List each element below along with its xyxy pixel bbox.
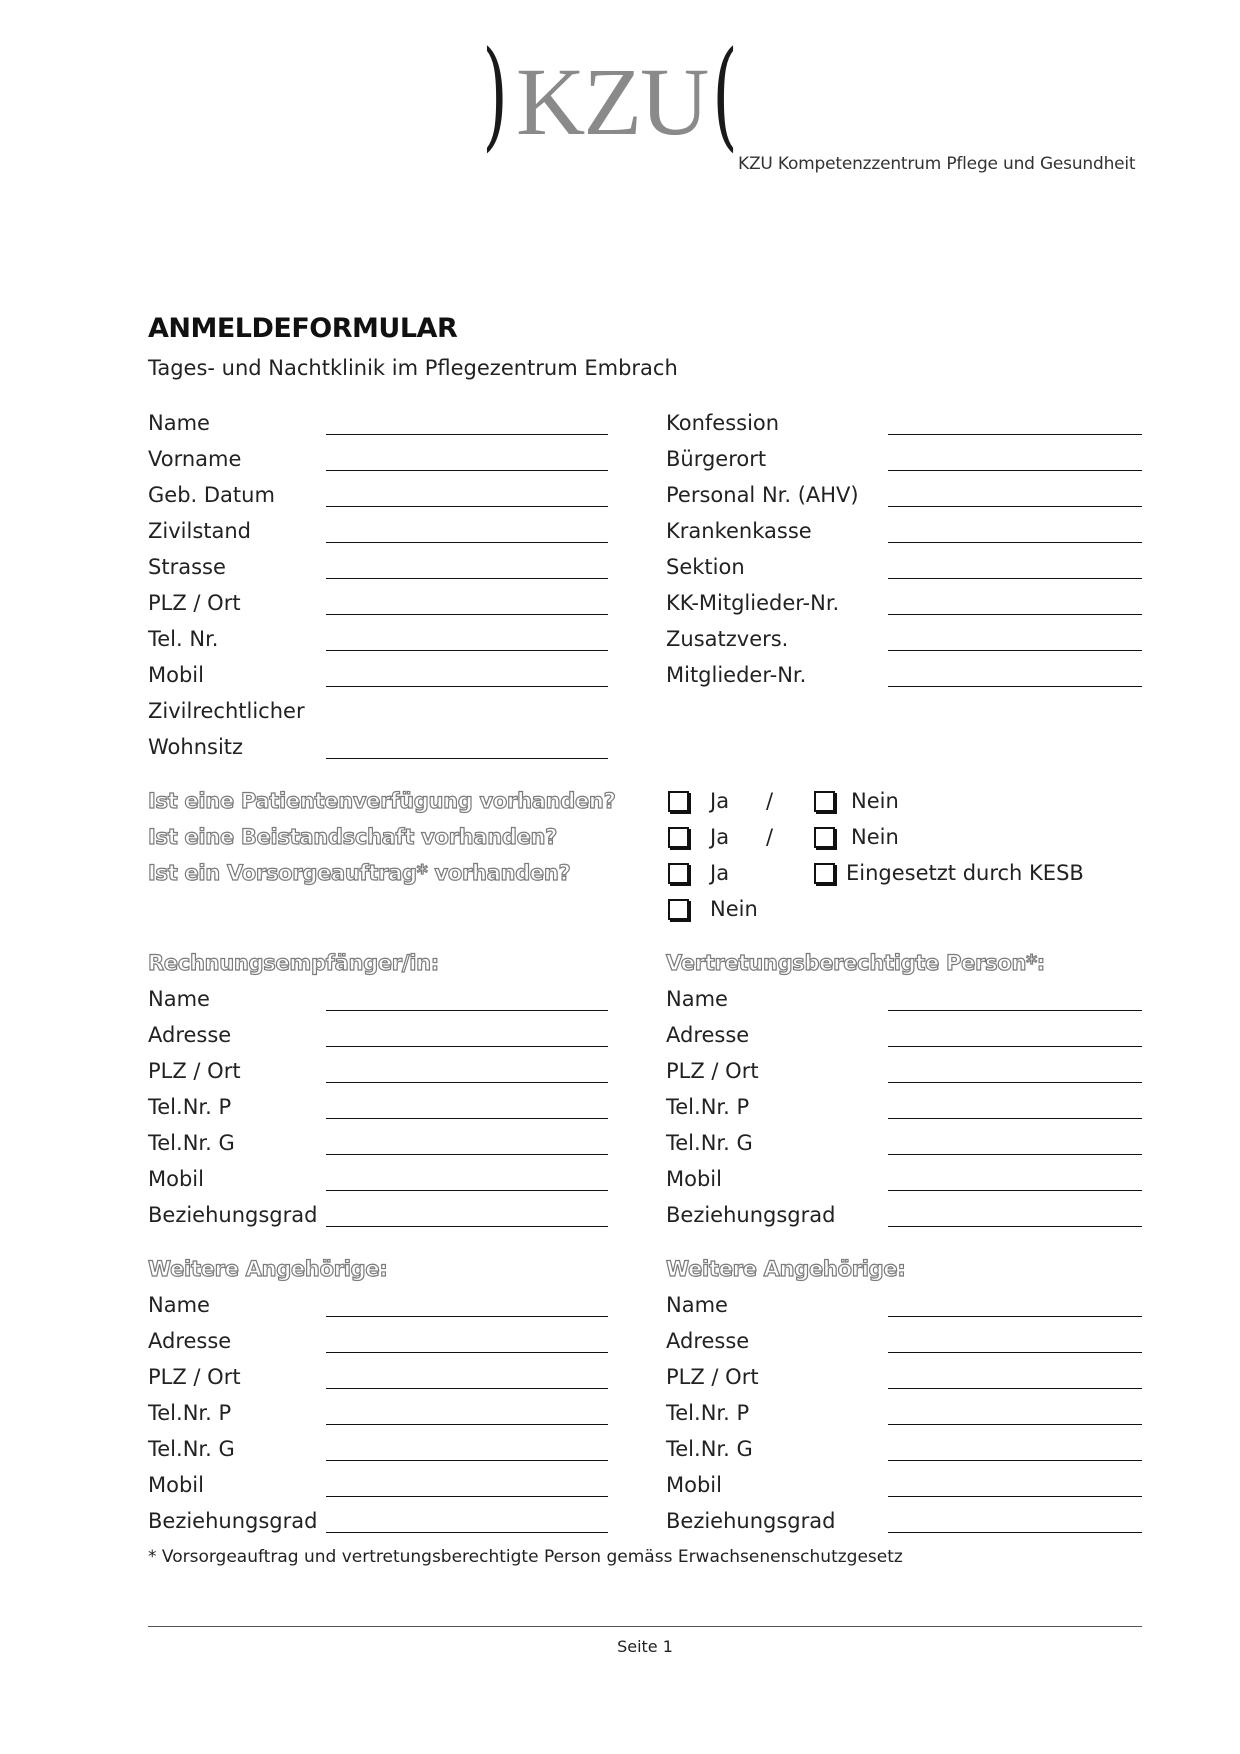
field-row [148,1164,608,1200]
kzu-logo [480,25,750,163]
field-row [666,1128,1142,1164]
field-row [148,1020,608,1056]
field-row [148,660,608,696]
question-options [666,894,866,924]
field-label: Tel.Nr. P [666,1095,750,1119]
field-row [666,1056,1142,1092]
field-label: Vorname [148,447,242,471]
field-label: PLZ / Ort [148,591,241,615]
field-label: Tel.Nr. P [148,1401,232,1425]
field-line[interactable] [326,1424,608,1425]
relatives-right-heading: Weitere Angehörige: [666,1257,906,1281]
field-row [148,1470,608,1506]
field-label: Mobil [666,1473,722,1497]
field-row [148,1290,608,1326]
field-line[interactable] [326,1118,608,1119]
form-title: ANMELDEFORMULAR [148,313,458,344]
field-line[interactable] [326,1226,608,1227]
field-line[interactable] [888,614,1142,615]
field-row [666,1092,1142,1128]
field-line[interactable] [326,434,608,435]
logo-left-bracket: ) [482,25,508,163]
field-line[interactable] [888,1118,1142,1119]
field-line[interactable] [888,1460,1142,1461]
field-row [148,1398,608,1434]
field-row [148,408,608,444]
field-label: Konfession [666,411,780,435]
field-row [666,1398,1142,1434]
relatives-left-heading: Weitere Angehörige: [148,1257,388,1281]
checkbox-no[interactable] [668,899,689,920]
field-line[interactable] [326,614,608,615]
question-guardianship: Ist eine Beistandschaft vorhanden? [148,825,558,849]
field-label: Adresse [148,1023,232,1047]
field-label: Krankenkasse [666,519,812,543]
field-row [148,516,608,552]
field-row [666,1290,1142,1326]
field-row [666,1200,1142,1236]
field-row [666,552,1142,588]
footer-divider [148,1626,1142,1627]
field-line[interactable] [888,1190,1142,1191]
field-row [148,1434,608,1470]
field-line[interactable] [888,470,1142,471]
field-line[interactable] [888,578,1142,579]
field-label: Tel.Nr. G [666,1131,753,1155]
representative-heading: Vertretungsberechtigte Person*: [666,951,1045,975]
field-line[interactable] [888,1154,1142,1155]
field-row [148,624,608,660]
field-row [666,408,1142,444]
field-label: Mobil [666,1167,722,1191]
field-line[interactable] [888,506,1142,507]
field-line[interactable] [326,542,608,543]
checkbox-label: Eingesetzt durch KESB [846,861,1084,885]
field-line[interactable] [888,542,1142,543]
field-label: Mitglieder-Nr. [666,663,807,687]
field-label: Personal Nr. (AHV) [666,483,859,507]
billing-heading: Rechnungsempfänger/in: [148,951,439,975]
field-line[interactable] [326,1532,608,1533]
question-patient-directive: Ist eine Patientenverfügung vorhanden? [148,789,616,813]
field-line[interactable] [888,650,1142,651]
field-line[interactable] [888,1316,1142,1317]
field-line[interactable] [888,1424,1142,1425]
field-label: Tel. Nr. [148,627,219,651]
field-label: PLZ / Ort [148,1365,241,1389]
field-label: Name [148,1293,210,1317]
field-row [666,516,1142,552]
checkbox-yes[interactable] [668,827,689,848]
field-label: Beziehungsgrad [148,1509,318,1533]
field-row [148,1506,608,1542]
field-line[interactable] [326,1316,608,1317]
field-label: PLZ / Ort [148,1059,241,1083]
checkbox-yes[interactable] [668,863,689,884]
question-options [666,822,1106,852]
logo-right-bracket: ( [712,25,738,163]
question-options [666,858,1136,888]
checkbox-label: Nein [851,789,899,813]
checkbox-no[interactable] [814,827,835,848]
field-row [666,1164,1142,1200]
field-row [148,732,608,768]
checkbox-label: Nein [710,897,758,921]
field-label: PLZ / Ort [666,1059,759,1083]
field-row [666,660,1142,696]
question-options [666,786,1106,816]
field-label: Wohnsitz [148,735,244,759]
field-line[interactable] [326,1154,608,1155]
field-line[interactable] [326,686,608,687]
field-label: Mobil [148,663,204,687]
field-line[interactable] [326,650,608,651]
field-row [148,1362,608,1398]
field-label: PLZ / Ort [666,1365,759,1389]
checkbox-label: Nein [851,825,899,849]
field-label: Mobil [148,1473,204,1497]
checkbox-label: Ja [710,789,730,813]
checkbox-yes[interactable] [668,791,689,812]
field-line[interactable] [326,1190,608,1191]
field-row [148,444,608,480]
field-row [666,480,1142,516]
logo-wordmark: KZU [516,48,708,155]
field-row [666,1326,1142,1362]
field-line[interactable] [326,1046,608,1047]
field-row [666,984,1142,1020]
field-row [666,1470,1142,1506]
field-line[interactable] [326,1388,608,1389]
field-label: Name [666,987,728,1011]
field-row [148,1128,608,1164]
field-label: Adresse [666,1023,750,1047]
field-line[interactable] [326,1082,608,1083]
field-label: Tel.Nr. G [666,1437,753,1461]
field-row [666,1362,1142,1398]
checkbox-label: Ja [710,825,730,849]
field-label: Beziehungsgrad [148,1203,318,1227]
field-line[interactable] [888,1046,1142,1047]
field-line[interactable] [888,1532,1142,1533]
field-row [666,624,1142,660]
field-label: Bürgerort [666,447,767,471]
separator: / [766,789,774,813]
field-row [148,552,608,588]
field-row [148,1092,608,1128]
field-line[interactable] [326,1460,608,1461]
field-line[interactable] [888,434,1142,435]
field-row [666,1020,1142,1056]
field-label: KK-Mitglieder-Nr. [666,591,840,615]
field-label: Tel.Nr. G [148,1437,235,1461]
field-label: Zivilstand [148,519,252,543]
field-row [666,1434,1142,1470]
field-row [148,588,608,624]
field-line[interactable] [326,1010,608,1011]
field-row [148,1200,608,1236]
field-label: Name [666,1293,728,1317]
field-label: Strasse [148,555,226,579]
field-line[interactable] [888,1226,1142,1227]
separator: / [766,825,774,849]
field-line[interactable] [326,758,608,759]
field-label: Adresse [148,1329,232,1353]
field-label: Zusatzvers. [666,627,789,651]
page-number: Seite 1 [617,1637,673,1656]
field-line[interactable] [888,1352,1142,1353]
field-label: Name [148,411,210,435]
field-line[interactable] [326,506,608,507]
field-row [148,1326,608,1362]
field-label: Tel.Nr. P [148,1095,232,1119]
field-label: Adresse [666,1329,750,1353]
field-line[interactable] [888,1496,1142,1497]
field-label: Name [148,987,210,1011]
field-row [148,480,608,516]
checkbox-kesb[interactable] [814,863,835,884]
field-line[interactable] [326,470,608,471]
field-line[interactable] [888,686,1142,687]
field-row [666,588,1142,624]
field-row [148,984,608,1020]
field-line[interactable] [888,1388,1142,1389]
field-label: Mobil [148,1167,204,1191]
field-label: Zivilrechtlicher [148,699,305,723]
field-label: Tel.Nr. G [148,1131,235,1155]
organization-name: KZU Kompetenzzentrum Pflege und Gesundheit [738,154,1136,174]
field-row [148,1056,608,1092]
field-line[interactable] [326,1496,608,1497]
field-line[interactable] [888,1010,1142,1011]
question-advance-mandate: Ist ein Vorsorgeauftrag* vorhanden? [148,861,571,885]
field-row [666,1506,1142,1542]
field-label: Beziehungsgrad [666,1509,836,1533]
footnote: * Vorsorgeauftrag und vertretungsberechtigte Person gemäss Erwachsenenschutzgesetz [148,1547,903,1567]
checkbox-label: Ja [710,861,730,885]
field-row [148,696,608,732]
field-label: Sektion [666,555,745,579]
field-label: Tel.Nr. P [666,1401,750,1425]
field-line[interactable] [326,578,608,579]
field-line[interactable] [326,1352,608,1353]
field-label: Beziehungsgrad [666,1203,836,1227]
field-line[interactable] [888,1082,1142,1083]
field-row [666,444,1142,480]
field-label: Geb. Datum [148,483,275,507]
form-subtitle: Tages- und Nachtklinik im Pflegezentrum Embrach [148,356,678,380]
checkbox-no[interactable] [814,791,835,812]
